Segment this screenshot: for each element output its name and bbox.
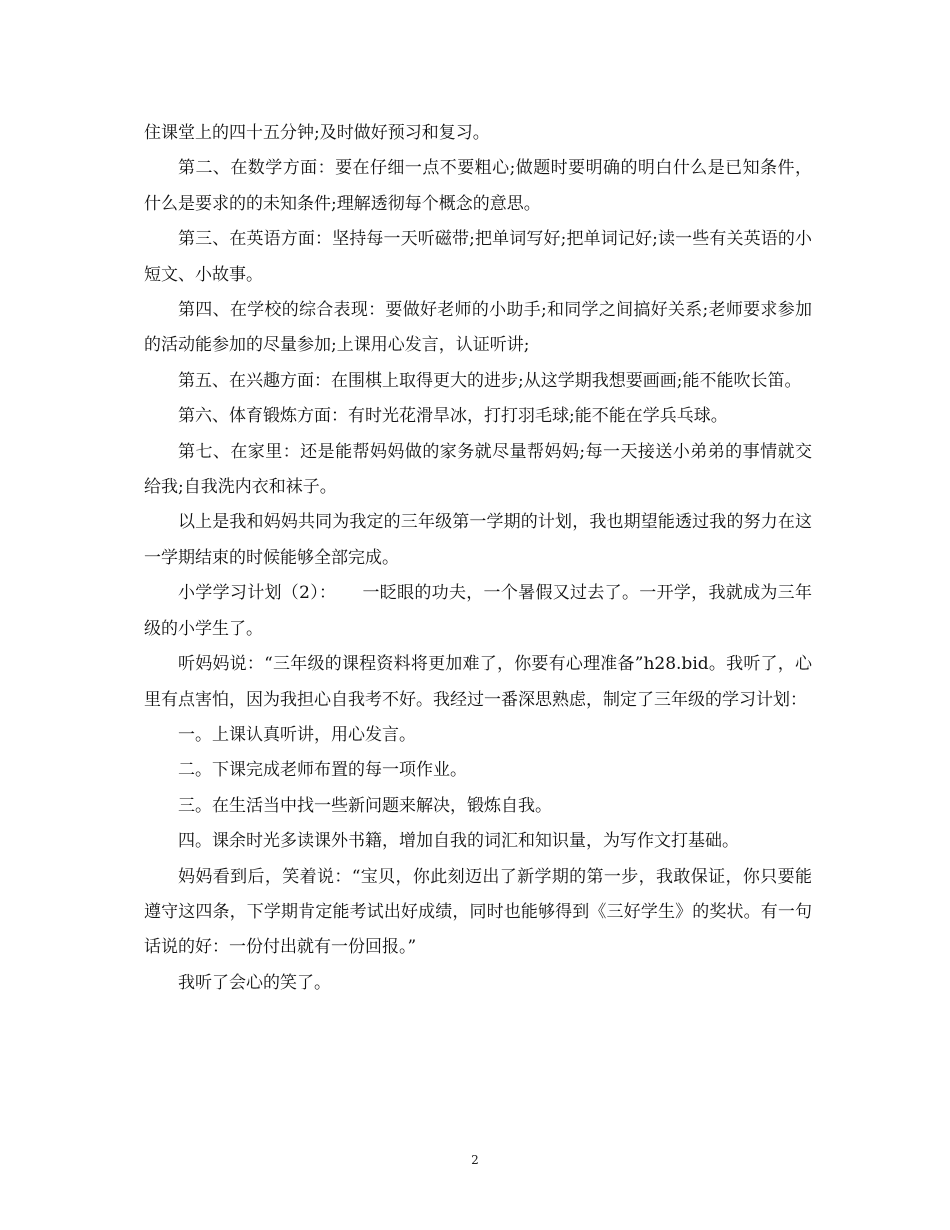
page-number: 2 (471, 1153, 479, 1167)
paragraph-continuation: 住课堂上的四十五分钟;及时做好预习和复习。 (144, 123, 490, 143)
paragraph-interests: 第五、在兴趣方面：在围棋上取得更大的进步;从这学期我想要画画;能不能吹长笛。 (178, 370, 802, 391)
paragraph-plan-2-intro: 小学学习计划（2）： 一眨眼的功夫，一个暑假又过去了。一开学，我就成为三年级的小学生了。 (144, 583, 812, 639)
list-item-4: 四。课余时光多读课外书籍，增加自我的词汇和知识量，为写作文打基础。 (178, 831, 739, 852)
paragraph-ending: 我听了会心的笑了。 (178, 972, 331, 993)
paragraph-math: 第二、在数学方面：要在仔细一点不要粗心;做题时要明确的明白什么是已知条件，什么是要求的的未知条件;理解透彻每个概念的意思。 (144, 158, 812, 214)
paragraph-home: 第七、在家里：还是能帮妈妈做的家务就尽量帮妈妈;每一天接送小弟弟的事情就交给我;自我洗内衣和袜子。 (144, 441, 812, 498)
paragraph-sports: 第六、体育锻炼方面：有时光花滑旱冰，打打羽毛球;能不能在学兵乓球。 (178, 406, 728, 427)
list-item-1: 一。上课认真听讲，用心发言。 (178, 724, 416, 745)
document-body (144, 116, 812, 1001)
paragraph-mother-response: 妈妈看到后，笑着说：“宝贝，你此刻迈出了新学期的第一步，我敢保证，你只要能遵守这四条，下学期肯定能考试出好成绩，同时也能够得到《三好学生》的奖状。有一句话说的好：一份付出就有一份回报。” (144, 866, 812, 958)
paragraph-school-performance: 第四、在学校的综合表现：要做好老师的小助手;和同学之间搞好关系;老师要求参加的活动能参加的尽量参加;上课用心发言，认证听讲; (144, 300, 812, 356)
paragraph-summary: 以上是我和妈妈共同为我定的三年级第一学期的计划，我也期望能透过我的努力在这一学期结束的时候能够全部完成。 (144, 512, 812, 568)
list-item-2: 二。下课完成老师布置的每一项作业。 (178, 760, 467, 781)
paragraph-mother-says: 听妈妈说：“三年级的课程资料将更加难了，你要有心理准备”h28.bid。我听了，心里有点害怕，因为我担心自我考不好。我经过一番深思熟虑，制定了三年级的学习计划： (144, 654, 812, 710)
list-item-3: 三。在生活当中找一些新问题来解决，锻炼自我。 (178, 795, 552, 816)
paragraph-english: 第三、在英语方面：坚持每一天听磁带;把单词写好;把单词记好;读一些有关英语的小短文、小故事。 (144, 229, 812, 285)
